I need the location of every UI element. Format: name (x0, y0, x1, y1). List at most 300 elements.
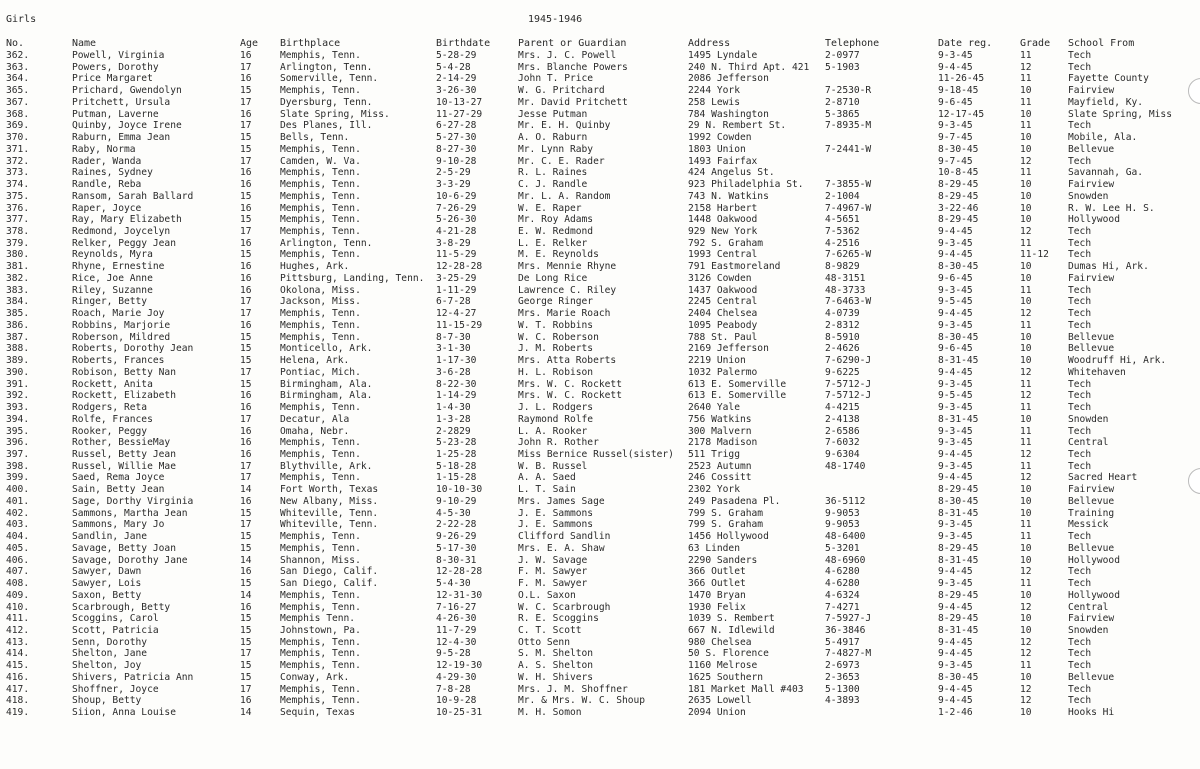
school-from: Tech (1068, 648, 1092, 660)
row-number: 408. (6, 578, 30, 590)
row-number: 372. (6, 155, 30, 167)
school-from: Central (1068, 437, 1109, 449)
age: 15 (240, 355, 252, 367)
school-from: Tech (1068, 660, 1092, 672)
address: 511 Trigg (688, 448, 740, 460)
birthdate: 1-14-29 (436, 390, 477, 402)
address: 366 Outlet (688, 566, 746, 578)
student-name: Scott, Patricia (72, 624, 159, 636)
age: 16 (240, 167, 252, 179)
birthdate: 12-4-30 (436, 636, 477, 648)
birthplace: Sequin, Texas (280, 707, 356, 719)
age: 15 (240, 624, 252, 636)
school-from: Bellevue (1068, 143, 1115, 155)
birthplace: Memphis, Tenn. (280, 308, 361, 320)
birthdate: 2-2829 (436, 425, 471, 437)
row-number: 399. (6, 472, 30, 484)
address: 2178 Madison (688, 437, 758, 449)
student-name: Raburn, Emma Jean (72, 132, 171, 144)
row-number: 404. (6, 531, 30, 543)
table-row (0, 672, 1200, 684)
birthdate: 1-3-28 (436, 413, 471, 425)
row-number: 365. (6, 85, 30, 97)
birthplace: Pittsburg, Landing, Tenn. (280, 272, 425, 284)
birthdate: 12-4-27 (436, 308, 477, 320)
telephone: 7-4827-M (825, 648, 872, 660)
birthplace: Memphis, Tenn. (280, 85, 361, 97)
parent-guardian: A. A. Saed (518, 472, 576, 484)
student-name: Randle, Reba (72, 179, 142, 191)
school-from: Dumas Hi, Ark. (1068, 261, 1149, 273)
birthplace: Blythville, Ark. (280, 460, 373, 472)
parent-guardian: Mr. C. E. Rader (518, 155, 605, 167)
grade: 10 (1020, 143, 1032, 155)
address: 1095 Peabody (688, 319, 758, 331)
telephone: 9-9053 (825, 519, 860, 531)
student-name: Rockett, Elizabeth (72, 390, 176, 402)
date-registered: 9-4-45 (938, 648, 973, 660)
age: 15 (240, 85, 252, 97)
student-name: Siion, Anna Louise (72, 707, 176, 719)
birthdate: 3-3-29 (436, 179, 471, 191)
age: 16 (240, 425, 252, 437)
date-registered: 8-29-45 (938, 613, 979, 625)
col-name: Name (72, 38, 97, 49)
parent-guardian: C. T. Scott (518, 624, 582, 636)
birthplace: Fort Worth, Texas (280, 484, 379, 496)
age: 15 (240, 132, 252, 144)
age: 16 (240, 272, 252, 284)
table-row (0, 555, 1200, 567)
birthdate: 4-29-30 (436, 671, 477, 683)
row-number: 391. (6, 378, 30, 390)
table-row (0, 355, 1200, 367)
row-number: 371. (6, 143, 30, 155)
school-from: Hooks Hi (1068, 707, 1115, 719)
date-registered: 9-5-45 (938, 296, 973, 308)
grade: 11 (1020, 120, 1032, 132)
telephone: 8-9829 (825, 261, 860, 273)
address: 799 S. Graham (688, 519, 764, 531)
age: 14 (240, 707, 252, 719)
telephone: 48-6400 (825, 531, 866, 543)
school-from: Fairview (1068, 85, 1115, 97)
address: 2094 Union (688, 707, 746, 719)
grade: 11 (1020, 378, 1032, 390)
birthplace: Pontiac, Mich. (280, 366, 361, 378)
row-number: 381. (6, 261, 30, 273)
birthplace: Memphis, Tenn. (280, 531, 361, 543)
birthdate: 3-25-29 (436, 272, 477, 284)
table-row (0, 684, 1200, 696)
birthdate: 11-5-29 (436, 249, 477, 261)
birthplace: Memphis, Tenn. (280, 214, 361, 226)
age: 16 (240, 695, 252, 707)
grade: 10 (1020, 554, 1032, 566)
age: 17 (240, 155, 252, 167)
row-number: 379. (6, 237, 30, 249)
parent-guardian: Mr. David Pritchett (518, 96, 628, 108)
grade: 11 (1020, 73, 1032, 85)
table-row (0, 484, 1200, 496)
table-row (0, 660, 1200, 672)
date-registered: 11-26-45 (938, 73, 985, 85)
parent-guardian: George Ringer (518, 296, 594, 308)
school-from: Snowden (1068, 413, 1109, 425)
birthdate: 9-5-28 (436, 648, 471, 660)
table-row (0, 367, 1200, 379)
address: 29 N. Rembert St. (688, 120, 787, 132)
telephone: 4-2516 (825, 237, 860, 249)
address: 258 Lewis (688, 96, 740, 108)
student-name: Saed, Rema Joyce (72, 472, 165, 484)
grade: 10 (1020, 671, 1032, 683)
age: 16 (240, 73, 252, 85)
address: 980 Chelsea (688, 636, 752, 648)
school-from: Tech (1068, 50, 1092, 61)
date-registered: 8-30-45 (938, 331, 979, 343)
row-number: 373. (6, 167, 30, 179)
date-registered: 9-4-45 (938, 249, 973, 261)
telephone: 7-5712-J (825, 390, 872, 402)
row-number: 407. (6, 566, 30, 578)
age: 16 (240, 601, 252, 613)
student-name: Ray, Mary Elizabeth (72, 214, 182, 226)
address: 1032 Palermo (688, 366, 758, 378)
age: 16 (240, 448, 252, 460)
birthdate: 3-1-30 (436, 343, 471, 355)
date-registered: 9-3-45 (938, 402, 973, 414)
row-number: 382. (6, 272, 30, 284)
address: 1456 Hollywood (688, 531, 769, 543)
age: 15 (240, 671, 252, 683)
col-telephone: Telephone (825, 38, 880, 49)
grade: 11 (1020, 50, 1032, 61)
date-registered: 9-4-45 (938, 226, 973, 238)
grade: 12 (1020, 636, 1032, 648)
age: 17 (240, 519, 252, 531)
address: 1470 Bryan (688, 589, 746, 601)
school-from: Central (1068, 601, 1109, 613)
grade: 10 (1020, 343, 1032, 355)
date-registered: 9-7-45 (938, 155, 973, 167)
parent-guardian: J. M. Roberts (518, 343, 594, 355)
table-row (0, 73, 1200, 85)
school-from: Mayfield, Ky. (1068, 96, 1144, 108)
age: 15 (240, 507, 252, 519)
birthplace: San Diego, Calif. (280, 566, 379, 578)
birthdate: 2-22-28 (436, 519, 477, 531)
student-name: Rother, BessieMay (72, 437, 171, 449)
date-registered: 1-2-46 (938, 707, 973, 719)
birthdate: 12-31-30 (436, 589, 483, 601)
row-number: 396. (6, 437, 30, 449)
address: 240 N. Third Apt. 421 (688, 61, 810, 73)
school-from: Tech (1068, 120, 1092, 132)
address: 2290 Sanders (688, 554, 758, 566)
birthdate: 9-10-28 (436, 155, 477, 167)
age: 16 (240, 202, 252, 214)
address: 249 Pasadena Pl. (688, 495, 781, 507)
table-row (0, 390, 1200, 402)
date-registered: 8-30-45 (938, 671, 979, 683)
address: 788 St. Paul (688, 331, 758, 343)
telephone: 7-5712-J (825, 378, 872, 390)
grade: 11 (1020, 237, 1032, 249)
address: 424 Angelus St. (688, 167, 775, 179)
address: 2640 Yale (688, 402, 740, 414)
student-name: Rockett, Anita (72, 378, 153, 390)
parent-guardian: Raymond Rolfe (518, 413, 594, 425)
address: 756 Watkins (688, 413, 752, 425)
grade: 10 (1020, 542, 1032, 554)
age: 16 (240, 179, 252, 191)
birthplace: Helena, Ark. (280, 355, 350, 367)
student-rows (0, 50, 1200, 719)
birthdate: 10-10-30 (436, 484, 483, 496)
school-from: Tech (1068, 378, 1092, 390)
address: 2635 Lowell (688, 695, 752, 707)
school-from: Tech (1068, 578, 1092, 590)
table-row (0, 602, 1200, 614)
birthplace: Slate Spring, Miss. (280, 108, 390, 120)
date-registered: 9-3-45 (938, 437, 973, 449)
date-registered: 9-3-45 (938, 319, 973, 331)
birthdate: 5-4-30 (436, 578, 471, 590)
age: 16 (240, 566, 252, 578)
table-row (0, 261, 1200, 273)
student-name: Senn, Dorothy (72, 636, 148, 648)
row-number: 368. (6, 108, 30, 120)
school-from: Tech (1068, 296, 1092, 308)
date-registered: 9-6-45 (938, 343, 973, 355)
birthdate: 9-26-29 (436, 531, 477, 543)
date-registered: 9-18-45 (938, 85, 979, 97)
birthdate: 3-8-29 (436, 237, 471, 249)
page-label: Girls (6, 14, 37, 25)
grade: 10 (1020, 484, 1032, 496)
school-from: Fairview (1068, 613, 1115, 625)
address: 246 Cossitt (688, 472, 752, 484)
grade: 12 (1020, 390, 1032, 402)
table-row (0, 472, 1200, 484)
parent-guardian: C. J. Randle (518, 179, 588, 191)
date-registered: 9-3-45 (938, 531, 973, 543)
telephone: 2-1004 (825, 190, 860, 202)
date-registered: 9-3-45 (938, 519, 973, 531)
table-row (0, 543, 1200, 555)
parent-guardian: Mr. L. A. Random (518, 190, 611, 202)
grade: 11 (1020, 402, 1032, 414)
date-registered: 9-3-45 (938, 578, 973, 590)
grade: 12 (1020, 601, 1032, 613)
address: 50 S. Florence (688, 648, 769, 660)
table-row (0, 214, 1200, 226)
table-row (0, 191, 1200, 203)
address: 1160 Melrose (688, 660, 758, 672)
student-name: Sammons, Mary Jo (72, 519, 165, 531)
student-name: Savage, Betty Joan (72, 542, 176, 554)
age: 15 (240, 249, 252, 261)
student-name: Saxon, Betty (72, 589, 142, 601)
parent-guardian: O.L. Saxon (518, 589, 576, 601)
parent-guardian: Mrs. Marie Roach (518, 308, 611, 320)
table-row (0, 296, 1200, 308)
birthdate: 5-28-29 (436, 50, 477, 61)
grade: 11 (1020, 284, 1032, 296)
row-number: 370. (6, 132, 30, 144)
birthplace: Jackson, Miss. (280, 296, 361, 308)
school-from: Slate Spring, Miss (1068, 108, 1172, 120)
date-registered: 9-4-45 (938, 308, 973, 320)
parent-guardian: Miss Bernice Russel(sister) (518, 448, 674, 460)
school-from: Bellevue (1068, 495, 1115, 507)
address: 366 Outlet (688, 578, 746, 590)
birthplace: Memphis Tenn. (280, 613, 356, 625)
student-name: Rice, Joe Anne (72, 272, 153, 284)
address: 2158 Harbert (688, 202, 758, 214)
address: 929 New York (688, 226, 758, 238)
date-registered: 9-7-45 (938, 132, 973, 144)
student-name: Savage, Dorothy Jane (72, 554, 188, 566)
telephone: 7-4967-W (825, 202, 872, 214)
row-number: 363. (6, 61, 30, 73)
school-from: Hollywood (1068, 214, 1120, 226)
grade: 11 (1020, 519, 1032, 531)
birthplace: Whiteville, Tenn. (280, 519, 379, 531)
row-number: 377. (6, 214, 30, 226)
birthdate: 11-27-29 (436, 108, 483, 120)
table-row (0, 695, 1200, 707)
parent-guardian: F. M. Sawyer (518, 578, 588, 590)
parent-guardian: A. O. Raburn (518, 132, 588, 144)
student-name: Robison, Betty Nan (72, 366, 176, 378)
address: 799 S. Graham (688, 507, 764, 519)
telephone: 4-5651 (825, 214, 860, 226)
telephone: 7-6290-J (825, 355, 872, 367)
table-row (0, 613, 1200, 625)
birthplace: Memphis, Tenn. (280, 179, 361, 191)
age: 17 (240, 472, 252, 484)
parent-guardian: F. M. Sawyer (518, 566, 588, 578)
age: 17 (240, 648, 252, 660)
parent-guardian: Mrs. James Sage (518, 495, 605, 507)
row-number: 414. (6, 648, 30, 660)
table-row (0, 402, 1200, 414)
student-name: Sandlin, Jane (72, 531, 148, 543)
row-number: 375. (6, 190, 30, 202)
birthdate: 5-27-30 (436, 132, 477, 144)
parent-guardian: Mrs. J. C. Powell (518, 50, 617, 61)
student-name: Sammons, Martha Jean (72, 507, 188, 519)
telephone: 7-2530-R (825, 85, 872, 97)
grade: 10 (1020, 507, 1032, 519)
student-name: Sawyer, Lois (72, 578, 142, 590)
age: 15 (240, 190, 252, 202)
col-grade: Grade (1020, 38, 1051, 49)
address: 743 N. Watkins (688, 190, 769, 202)
parent-guardian: E. W. Redmond (518, 226, 594, 238)
school-from: Tech (1068, 460, 1092, 472)
birthplace: Memphis, Tenn. (280, 636, 361, 648)
school-from: Fairview (1068, 484, 1115, 496)
telephone: 2-4138 (825, 413, 860, 425)
parent-guardian: John T. Price (518, 73, 594, 85)
date-registered: 12-17-45 (938, 108, 985, 120)
student-name: Rolfe, Frances (72, 413, 153, 425)
school-from: Training (1068, 507, 1115, 519)
birthdate: 3-6-28 (436, 366, 471, 378)
student-name: Ransom, Sarah Ballard (72, 190, 194, 202)
grade: 10 (1020, 261, 1032, 273)
date-registered: 8-29-45 (938, 190, 979, 202)
table-row (0, 179, 1200, 191)
row-number: 369. (6, 120, 30, 132)
table-row (0, 50, 1200, 62)
parent-guardian: M. H. Somon (518, 707, 582, 719)
age: 16 (240, 284, 252, 296)
parent-guardian: L. E. Relker (518, 237, 588, 249)
table-row (0, 519, 1200, 531)
date-registered: 8-31-45 (938, 624, 979, 636)
parent-guardian: J. W. Savage (518, 554, 588, 566)
birthplace: Memphis, Tenn. (280, 589, 361, 601)
grade: 11-12 (1020, 249, 1049, 261)
telephone: 2-4626 (825, 343, 860, 355)
address: 2245 Central (688, 296, 758, 308)
age: 16 (240, 390, 252, 402)
telephone: 4-6280 (825, 566, 860, 578)
birthdate: 10-13-27 (436, 96, 483, 108)
parent-guardian: R. E. Scoggins (518, 613, 599, 625)
row-number: 388. (6, 343, 30, 355)
telephone: 5-3865 (825, 108, 860, 120)
grade: 10 (1020, 214, 1032, 226)
telephone: 2-3653 (825, 671, 860, 683)
parent-guardian: R. L. Raines (518, 167, 588, 179)
col-birthdate: Birthdate (436, 38, 491, 49)
grade: 11 (1020, 660, 1032, 672)
age: 17 (240, 120, 252, 132)
row-number: 380. (6, 249, 30, 261)
table-row (0, 449, 1200, 461)
parent-guardian: W. B. Russel (518, 460, 588, 472)
table-row (0, 203, 1200, 215)
parent-guardian: Mr. & Mrs. W. C. Shoup (518, 695, 646, 707)
school-from: Bellevue (1068, 671, 1115, 683)
table-row (0, 156, 1200, 168)
address: 300 Malvern (688, 425, 752, 437)
school-from: Hollywood (1068, 589, 1120, 601)
telephone: 4-6324 (825, 589, 860, 601)
table-row (0, 226, 1200, 238)
row-number: 418. (6, 695, 30, 707)
telephone: 36-5112 (825, 495, 866, 507)
school-from: Fayette County (1068, 73, 1149, 85)
birthdate: 11-15-29 (436, 319, 483, 331)
date-registered: 9-3-45 (938, 284, 973, 296)
telephone: 7-6265-W (825, 249, 872, 261)
school-from: Hollywood (1068, 554, 1120, 566)
age: 15 (240, 378, 252, 390)
school-from: Tech (1068, 319, 1092, 331)
row-number: 415. (6, 660, 30, 672)
birthplace: Memphis, Tenn. (280, 167, 361, 179)
address: 667 N. Idlewild (688, 624, 775, 636)
parent-guardian: J. L. Rodgers (518, 402, 594, 414)
grade: 10 (1020, 296, 1032, 308)
parent-guardian: Mrs. Mennie Rhyne (518, 261, 617, 273)
